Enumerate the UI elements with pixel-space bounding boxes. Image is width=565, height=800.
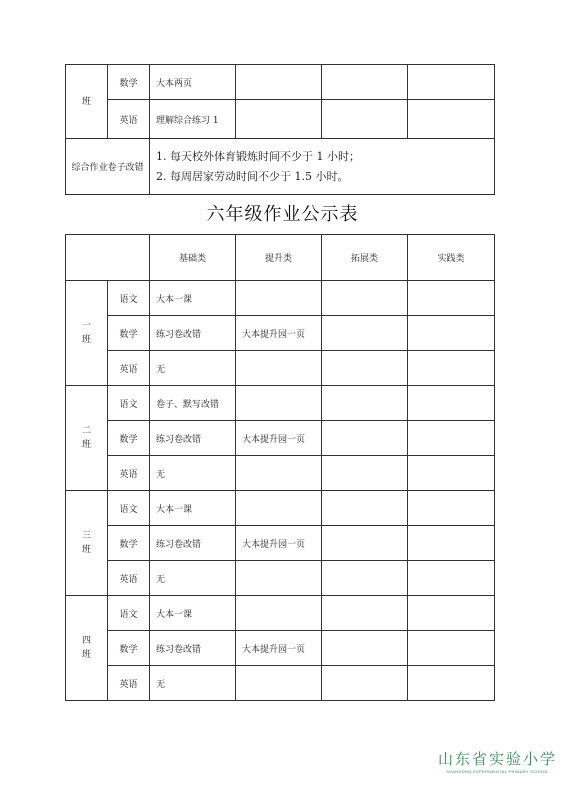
practice-cell (408, 666, 495, 701)
improve-cell (236, 561, 322, 596)
extend-cell (322, 596, 408, 631)
subject-cell: 英语 (108, 561, 150, 596)
table-row (66, 351, 495, 386)
class-cell (66, 386, 108, 491)
notes-cell (150, 139, 495, 195)
extend-cell (322, 631, 408, 666)
extend-cell (322, 561, 408, 596)
basic-cell: 无 (150, 456, 236, 491)
improve-cell (236, 596, 322, 631)
subject-cell: 数学 (108, 65, 150, 100)
table-row (66, 596, 495, 631)
basic-cell: 练习卷改错 (150, 421, 236, 456)
subject-cell: 数学 (108, 316, 150, 351)
improve-cell: 大本提升园一页 (236, 631, 322, 666)
note-line: 1. 每天校外体育锻炼时间不少于 1 小时； (156, 149, 360, 163)
notes-label: 综合作业卷子改错 (66, 139, 150, 195)
improve-cell: 大本提升园一页 (236, 316, 322, 351)
improve-cell (236, 456, 322, 491)
basic-cell: 大本一课 (150, 596, 236, 631)
improve-cell: 大本提升园一页 (236, 526, 322, 561)
class-label-char: 班 (81, 650, 91, 660)
table-row (66, 666, 495, 701)
header-improve: 提升类 (236, 235, 322, 281)
subject-cell: 语文 (108, 386, 150, 421)
basic-cell: 无 (150, 561, 236, 596)
practice-cell (408, 631, 495, 666)
school-logo (438, 748, 557, 774)
class-label-char: 班 (81, 440, 91, 450)
basic-cell: 练习卷改错 (150, 631, 236, 666)
subject-cell: 数学 (108, 631, 150, 666)
class-label-char: 班 (81, 335, 91, 345)
previous-grade-table (65, 64, 495, 195)
class-cell (66, 596, 108, 701)
improve-cell (236, 351, 322, 386)
extend-cell (322, 65, 408, 100)
practice-cell (408, 100, 495, 139)
subject-cell: 英语 (108, 456, 150, 491)
improve-cell (236, 281, 322, 316)
subject-cell: 数学 (108, 421, 150, 456)
class-label-char: 三 (81, 531, 91, 541)
extend-cell (322, 526, 408, 561)
practice-cell (408, 456, 495, 491)
extend-cell (322, 491, 408, 526)
extend-cell (322, 456, 408, 491)
table-row (66, 281, 495, 316)
class-cell (66, 491, 108, 596)
class-label: 班 (81, 96, 91, 107)
table-row (66, 456, 495, 491)
improve-cell (236, 666, 322, 701)
header-extend: 拓展类 (322, 235, 408, 281)
logo-name: 山东省实验小学 (437, 750, 557, 768)
basic-cell: 无 (150, 666, 236, 701)
basic-cell: 大本一课 (150, 491, 236, 526)
practice-cell (408, 351, 495, 386)
note-line: 2. 每周居家劳动时间不少于 1.5 小时。 (156, 169, 349, 183)
subject-cell: 英语 (108, 100, 150, 139)
extend-cell (322, 281, 408, 316)
header-row (66, 235, 495, 281)
practice-cell (408, 596, 495, 631)
improve-cell (236, 491, 322, 526)
basic-cell: 练习卷改错 (150, 526, 236, 561)
subject-cell: 英语 (108, 351, 150, 386)
basic-cell: 无 (150, 351, 236, 386)
subject-cell: 英语 (108, 666, 150, 701)
table-row (66, 561, 495, 596)
page-title: 六年级作业公示表 (206, 204, 359, 225)
class-label-char: 二 (81, 426, 91, 436)
practice-cell (408, 316, 495, 351)
subject-cell: 数学 (108, 526, 150, 561)
extend-cell (322, 316, 408, 351)
class-label-char: 一 (81, 321, 91, 331)
extend-cell (322, 351, 408, 386)
basic-cell: 大本两页 (150, 65, 236, 100)
table-row (66, 491, 495, 526)
practice-cell (408, 65, 495, 100)
grade-six-homework-table (65, 234, 495, 701)
extend-cell (322, 386, 408, 421)
class-cell (66, 65, 108, 139)
practice-cell (408, 491, 495, 526)
table-row (66, 100, 495, 139)
table-row (66, 386, 495, 421)
practice-cell (408, 526, 495, 561)
class-label-char: 四 (81, 636, 91, 646)
basic-cell: 练习卷改错 (150, 316, 236, 351)
subject-cell: 语文 (108, 281, 150, 316)
extend-cell (322, 421, 408, 456)
improve-cell (236, 100, 322, 139)
table-row (66, 631, 495, 666)
corner-cell (66, 235, 150, 281)
extend-cell (322, 666, 408, 701)
practice-cell (408, 386, 495, 421)
practice-cell (408, 421, 495, 456)
subject-cell: 语文 (108, 596, 150, 631)
table-row (66, 526, 495, 561)
table-row (66, 421, 495, 456)
subject-cell: 语文 (108, 491, 150, 526)
table-row (66, 65, 495, 100)
improve-cell (236, 65, 322, 100)
improve-cell (236, 386, 322, 421)
logo-english: SHANDONG EXPERIMENTAL PRIMARY SCHOOL (446, 769, 549, 774)
basic-cell: 卷子、默写改错 (150, 386, 236, 421)
header-basic: 基础类 (150, 235, 236, 281)
practice-cell (408, 281, 495, 316)
class-cell (66, 281, 108, 386)
improve-cell: 大本提升园一页 (236, 421, 322, 456)
table-row (66, 316, 495, 351)
basic-cell: 理解综合练习 1 (150, 100, 236, 139)
basic-cell: 大本一课 (150, 281, 236, 316)
practice-cell (408, 561, 495, 596)
extend-cell (322, 100, 408, 139)
header-practice: 实践类 (408, 235, 495, 281)
table-row (66, 139, 495, 195)
class-label-char: 班 (81, 545, 91, 555)
